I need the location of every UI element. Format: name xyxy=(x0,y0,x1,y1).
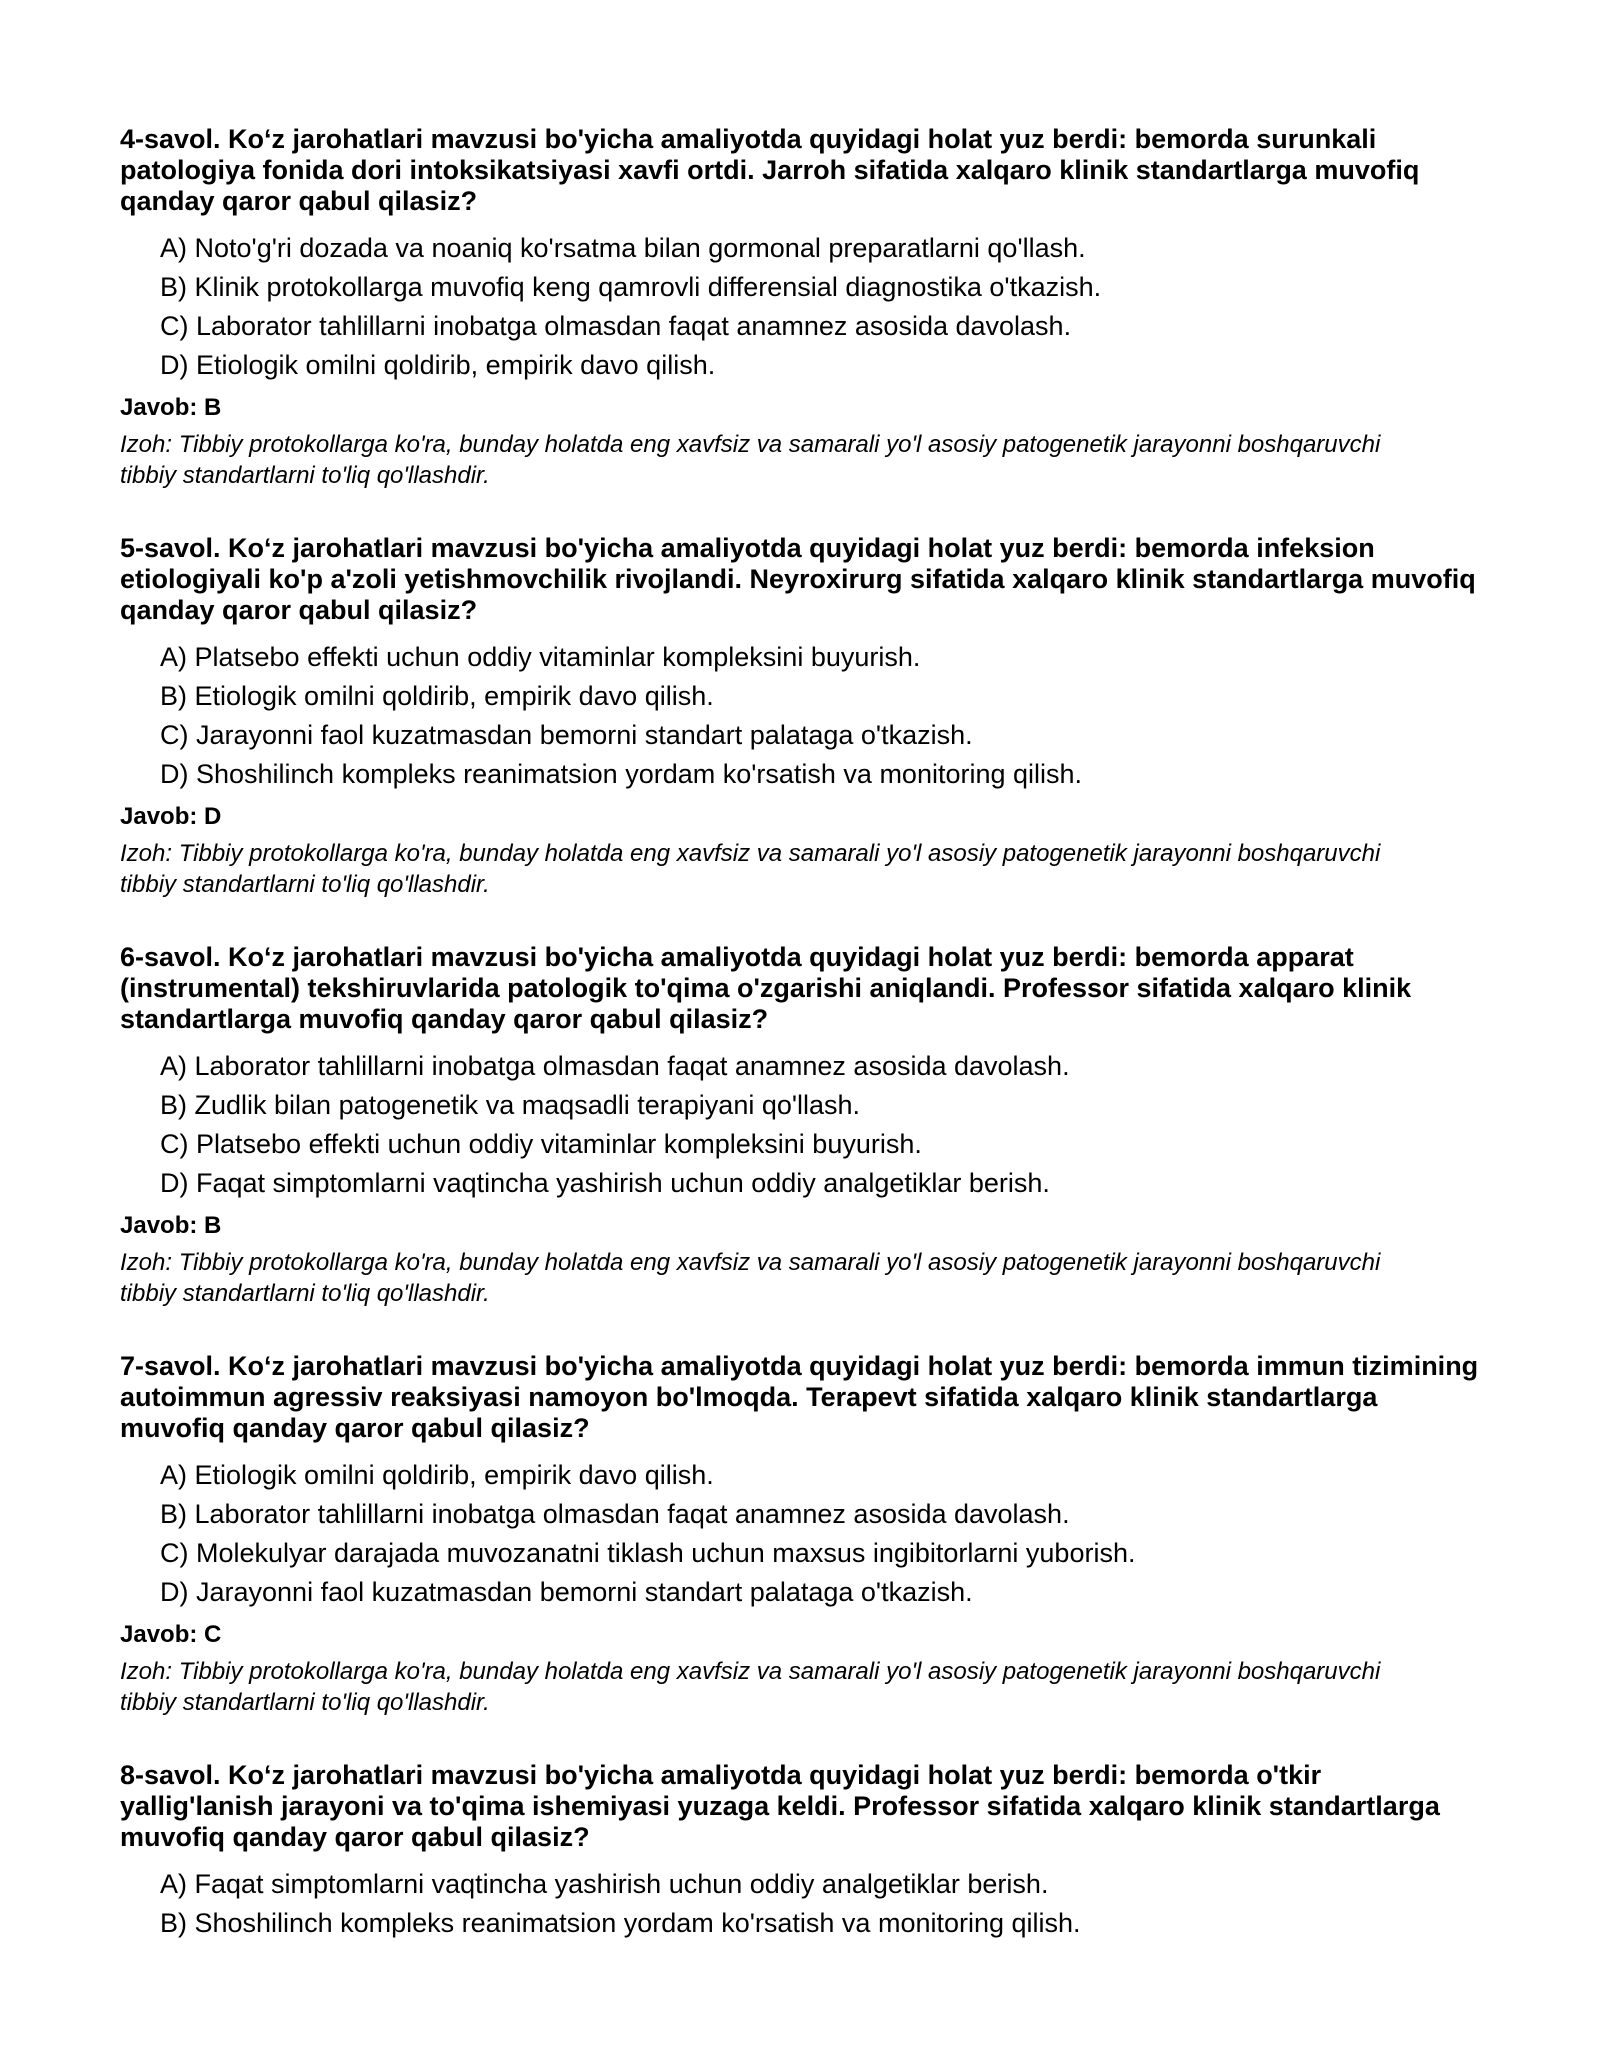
option-a: A) Faqat simptomlarni vaqtincha yashirish uchun oddiy analgetiklar berish. xyxy=(160,1869,1049,1899)
option-d: D) Faqat simptomlarni vaqtincha yashirish uchun oddiy analgetiklar berish. xyxy=(160,1168,1050,1198)
option-c: C) Molekulyar darajada muvozanatni tiklash uchun maxsus ingibitorlarni yuborish. xyxy=(160,1538,1136,1568)
option-b: B) Laborator tahlillarni inobatga olmasdan faqat anamnez asosida davolash. xyxy=(160,1499,1070,1529)
question-7 xyxy=(120,1351,1480,1718)
answer-options xyxy=(120,1456,1480,1612)
option-b: B) Etiologik omilni qoldirib, empirik davo qilish. xyxy=(160,681,714,711)
question-title: 4-savol. Ko‘z jarohatlari mavzusi bo'yicha amaliyotda quyidagi holat yuz berdi: bemorda surunkali patologiya fonida dori intoksikatsiyasi xavfi ortdi. Jarroh sifatida xalqaro klinik standartlarga muvofiq qanday qaror qabul qilasiz? xyxy=(120,124,1420,216)
answer-options xyxy=(120,1047,1480,1203)
option-c: C) Laborator tahlillarni inobatga olmasdan faqat anamnez asosida davolash. xyxy=(160,311,1072,341)
answer-key: Javob: C xyxy=(120,1621,222,1648)
explanation-note: Izoh: Tibbiy protokollarga ko'ra, bunday holatda eng xavfsiz va samarali yo'l asosiy patogenetik jarayonni boshqaruvchi tibbiy standartlarni to'liq qo'llashdir. xyxy=(120,431,1381,489)
document-page xyxy=(120,124,1480,1985)
option-d: D) Jarayonni faol kuzatmasdan bemorni standart palataga o'tkazish. xyxy=(160,1577,973,1607)
answer-key: Javob: D xyxy=(120,803,222,830)
explanation-note: Izoh: Tibbiy protokollarga ko'ra, bunday holatda eng xavfsiz va samarali yo'l asosiy patogenetik jarayonni boshqaruvchi tibbiy standartlarni to'liq qo'llashdir. xyxy=(120,840,1381,898)
question-title: 6-savol. Ko‘z jarohatlari mavzusi bo'yicha amaliyotda quyidagi holat yuz berdi: bemorda apparat (instrumental) tekshiruvlarida patologik to'qima o'zgarishi aniqlandi. Professor sifatida xalqaro klinik standartlarga muvofiq qanday qaror qabul qilasiz? xyxy=(120,942,1412,1034)
explanation-note: Izoh: Tibbiy protokollarga ko'ra, bunday holatda eng xavfsiz va samarali yo'l asosiy patogenetik jarayonni boshqaruvchi tibbiy standartlarni to'liq qo'llashdir. xyxy=(120,1249,1381,1307)
answer-key: Javob: B xyxy=(120,1212,222,1239)
option-b: B) Zudlik bilan patogenetik va maqsadli terapiyani qo'llash. xyxy=(160,1090,861,1120)
option-b: B) Shoshilinch kompleks reanimatsion yordam ko'rsatish va monitoring qilish. xyxy=(160,1908,1081,1938)
answer-key: Javob: B xyxy=(120,394,222,421)
option-d: D) Shoshilinch kompleks reanimatsion yordam ko'rsatish va monitoring qilish. xyxy=(160,759,1083,789)
question-8 xyxy=(120,1760,1480,1943)
option-a: A) Etiologik omilni qoldirib, empirik davo qilish. xyxy=(160,1460,714,1490)
explanation-note: Izoh: Tibbiy protokollarga ko'ra, bunday holatda eng xavfsiz va samarali yo'l asosiy patogenetik jarayonni boshqaruvchi tibbiy standartlarni to'liq qo'llashdir. xyxy=(120,1658,1381,1716)
option-d: D) Etiologik omilni qoldirib, empirik davo qilish. xyxy=(160,350,716,380)
question-5 xyxy=(120,533,1480,900)
option-c: C) Jarayonni faol kuzatmasdan bemorni standart palataga o'tkazish. xyxy=(160,720,973,750)
answer-options xyxy=(120,638,1480,794)
question-title: 5-savol. Ko‘z jarohatlari mavzusi bo'yicha amaliyotda quyidagi holat yuz berdi: bemorda infeksion etiologiyali ko'p a'zoli yetishmovchilik rivojlandi. Neyroxirurg sifatida xalqaro klinik standartlarga muvofiq qanday qaror qabul qilasiz? xyxy=(120,533,1476,625)
option-a: A) Laborator tahlillarni inobatga olmasdan faqat anamnez asosida davolash. xyxy=(160,1051,1070,1081)
option-a: A) Noto'g'ri dozada va noaniq ko'rsatma bilan gormonal preparatlarni qo'llash. xyxy=(160,233,1086,263)
question-title: 7-savol. Ko‘z jarohatlari mavzusi bo'yicha amaliyotda quyidagi holat yuz berdi: bemorda immun tizimining autoimmun agressiv reaksiyasi namoyon bo'lmoqda. Terapevt sifatida xalqaro klinik standartlarga muvofiq qanday qaror qabul qilasiz? xyxy=(120,1351,1479,1443)
question-title: 8-savol. Ko‘z jarohatlari mavzusi bo'yicha amaliyotda quyidagi holat yuz berdi: bemorda o'tkir yallig'lanish jarayoni va to'qima ishemiyasi yuzaga keldi. Professor sifatida xalqaro klinik standartlarga muvofiq qanday qaror qabul qilasiz? xyxy=(120,1760,1440,1852)
question-4 xyxy=(120,124,1480,491)
question-6 xyxy=(120,942,1480,1309)
option-b: B) Klinik protokollarga muvofiq keng qamrovli differensial diagnostika o'tkazish. xyxy=(160,272,1102,302)
answer-options xyxy=(120,1865,1480,1943)
option-c: C) Platsebo effekti uchun oddiy vitaminlar kompleksini buyurish. xyxy=(160,1129,922,1159)
option-a: A) Platsebo effekti uchun oddiy vitaminlar kompleksini buyurish. xyxy=(160,642,921,672)
answer-options xyxy=(120,229,1480,385)
